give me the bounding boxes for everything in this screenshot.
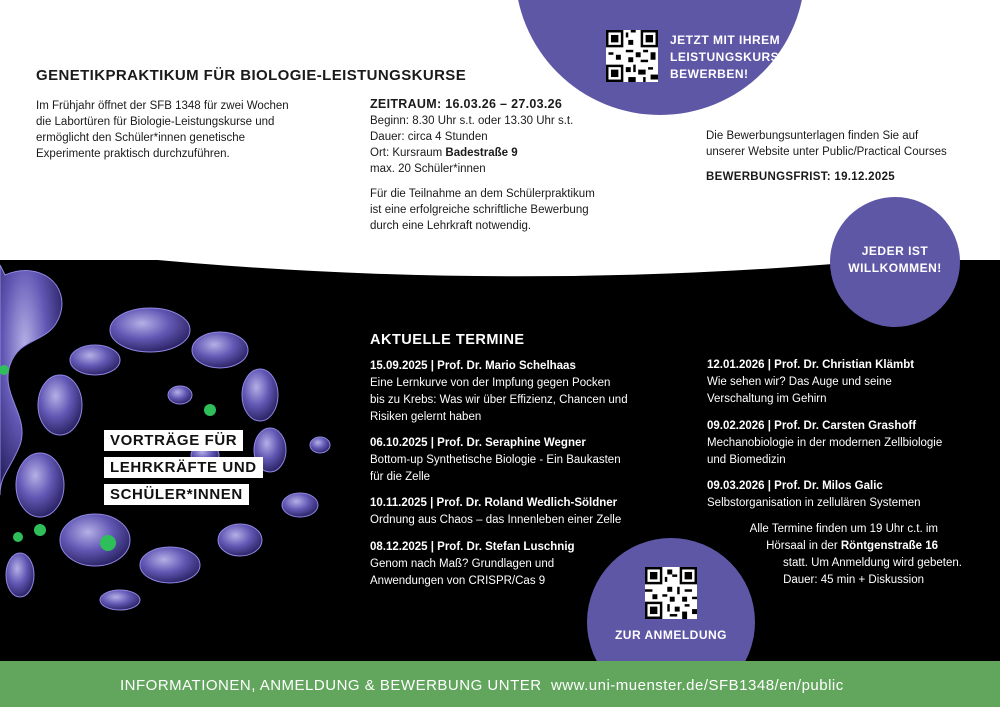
- talks-note: [750, 521, 962, 589]
- talk-line: Verschaltung im Gehirn: [707, 393, 827, 405]
- apply-qr-code[interactable]: [606, 30, 658, 82]
- talk-item: [370, 358, 628, 426]
- intro-line: die Labortüren für Biologie-Leistungskurse und: [36, 116, 275, 128]
- banner-line: VORTRÄGE FÜR: [104, 430, 243, 451]
- place-prefix: Ort: Kursraum: [370, 147, 446, 159]
- talk-item: [707, 418, 942, 469]
- note-street: Röntgenstraße 16: [840, 540, 938, 552]
- talk-item: [370, 495, 621, 529]
- footer-label: INFORMATIONEN, ANMELDUNG & BEWERBUNG UNTER: [120, 677, 542, 694]
- talk-line: Ordnung aus Chaos – das Innenleben einer Zelle: [370, 514, 622, 526]
- talk-item: [370, 539, 575, 590]
- welcome-line: WILLKOMMEN!: [848, 261, 942, 275]
- talk-line: Anwendungen von CRISPR/Cas 9: [370, 575, 546, 587]
- note-line: statt. Um Anmeldung wird gebeten.: [783, 557, 962, 569]
- talk-item: [707, 357, 914, 408]
- talk-line: Eine Lernkurve von der Impfung gegen Pocken: [370, 377, 611, 389]
- register-cta[interactable]: ZUR ANMELDUNG: [614, 628, 728, 642]
- talks-title: AKTUELLE TERMINE: [370, 332, 525, 348]
- apply-cta[interactable]: [670, 32, 780, 83]
- talk-line: Wie sehen wir? Das Auge und seine: [707, 376, 892, 388]
- register-qr-code[interactable]: [645, 567, 697, 619]
- apply-cta-line: JETZT MIT IHREM: [670, 33, 781, 47]
- intro-line: Experimente praktisch durchzuführen.: [36, 148, 230, 160]
- requirement-line: ist eine erfolgreiche schriftliche Bewerbung: [370, 204, 589, 216]
- intro-text: [36, 98, 289, 162]
- intro-line: ermöglicht den Schüler*innen genetische: [36, 132, 246, 144]
- talk-line: Risiken gelernt haben: [370, 411, 482, 423]
- period-title: ZEITRAUM: 16.03.26 – 27.03.26: [370, 97, 563, 111]
- requirement-line: Für die Teilnahme an dem Schülerpraktikum: [370, 188, 595, 200]
- requirement-line: durch eine Lehrkraft notwendig.: [370, 220, 532, 232]
- banner-line: LEHRKRÄFTE UND: [104, 457, 263, 478]
- deadline: BEWERBUNGSFRIST: 19.12.2025: [706, 171, 895, 183]
- talk-item: [707, 478, 921, 512]
- apply-info-line: Die Bewerbungsunterlagen finden Sie auf: [706, 130, 919, 142]
- talk-item: [370, 435, 621, 486]
- intro-line: Im Frühjahr öffnet der SFB 1348 für zwei Wochen: [36, 100, 289, 112]
- welcome-text: [830, 243, 960, 277]
- banner-line: SCHÜLER*INNEN: [104, 484, 249, 505]
- period-duration: Dauer: circa 4 Stunden: [370, 131, 488, 143]
- talk-line: und Biomedizin: [707, 454, 786, 466]
- note-prefix: Hörsaal in der: [766, 540, 841, 552]
- talk-head: 15.09.2025 | Prof. Dr. Mario Schelhaas: [370, 360, 576, 372]
- talk-head: 10.11.2025 | Prof. Dr. Roland Wedlich-Söldner: [370, 497, 618, 509]
- apply-info-line: unserer Website unter Public/Practical Courses: [706, 146, 947, 158]
- apply-cta-line: BEWERBEN!: [670, 67, 749, 81]
- period-place: [370, 145, 595, 161]
- talk-line: bis zu Krebs: Was wir über Effizienz, Chancen und: [370, 394, 628, 406]
- talk-head: 08.12.2025 | Prof. Dr. Stefan Luschnig: [370, 541, 575, 553]
- note-line: [750, 538, 938, 555]
- talk-line: Bottom-up Synthetische Biologie - Ein Baukasten: [370, 454, 621, 466]
- talk-line: Genom nach Maß? Grundlagen und: [370, 558, 555, 570]
- talk-line: Mechanobiologie in der modernen Zellbiologie: [707, 437, 943, 449]
- talk-line: Selbstorganisation in zellulären Systemen: [707, 497, 921, 509]
- apply-info: [706, 128, 947, 185]
- period-begin: Beginn: 8.30 Uhr s.t. oder 13.30 Uhr s.t.: [370, 115, 574, 127]
- footer-text: [120, 677, 844, 694]
- note-line: Alle Termine finden um 19 Uhr c.t. im: [749, 523, 938, 535]
- place-street: Badestraße 9: [445, 147, 518, 159]
- talk-head: 09.03.2026 | Prof. Dr. Milos Galic: [707, 480, 883, 492]
- period-max: max. 20 Schüler*innen: [370, 163, 486, 175]
- talk-line: für die Zelle: [370, 471, 431, 483]
- welcome-line: JEDER IST: [861, 244, 929, 258]
- page-title: GENETIKPRAKTIKUM FÜR BIOLOGIE-LEISTUNGSKURSE: [36, 67, 467, 84]
- footer-link[interactable]: www.uni-muenster.de/SFB1348/en/public: [550, 677, 844, 694]
- talk-head: 09.02.2026 | Prof. Dr. Carsten Grashoff: [707, 420, 917, 432]
- apply-cta-line: LEISTUNGSKURS: [670, 50, 780, 64]
- talk-head: 12.01.2026 | Prof. Dr. Christian Klämbt: [707, 359, 915, 371]
- talk-head: 06.10.2025 | Prof. Dr. Seraphine Wegner: [370, 437, 586, 449]
- period-block: [370, 96, 595, 234]
- note-line: Dauer: 45 min + Diskussion: [783, 574, 924, 586]
